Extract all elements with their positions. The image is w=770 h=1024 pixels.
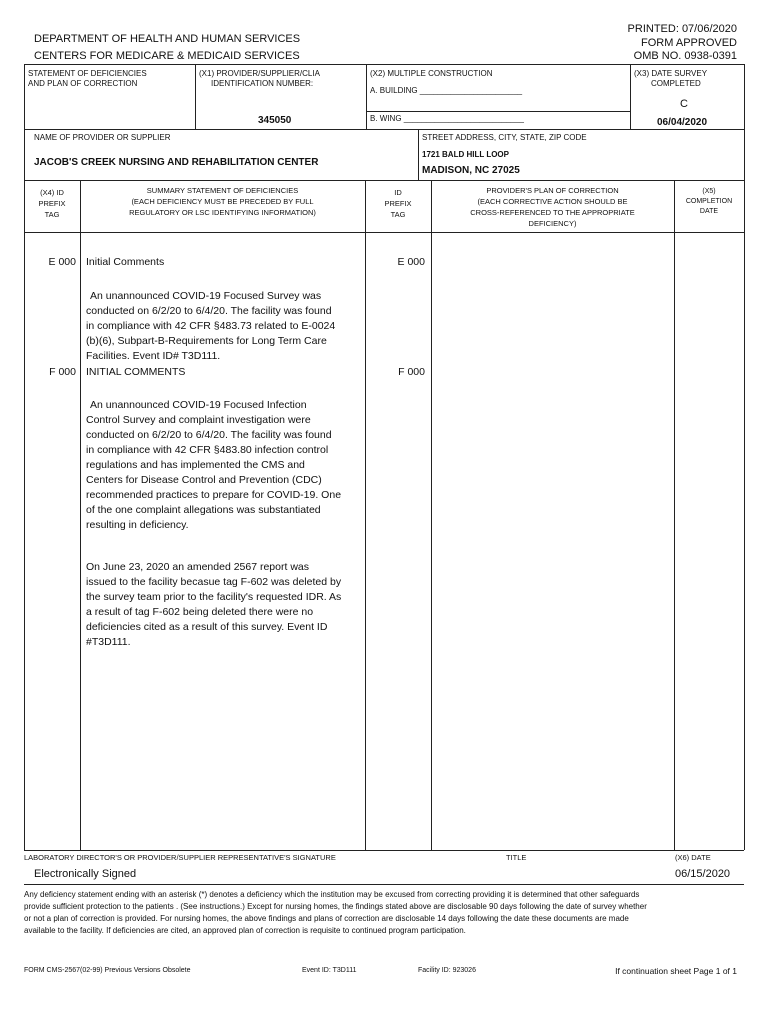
plan-header: PROVIDER'S PLAN OF CORRECTION (EACH CORRECTIVE ACTION SHOULD BE CROSS-REFERENCED TO THE APPROPRIATE DEFICIENCY): [470, 186, 635, 228]
divider: [365, 180, 366, 850]
provider-name-label: NAME OF PROVIDER OR SUPPLIER: [34, 133, 171, 142]
provider-id: 345050: [258, 115, 292, 126]
divider: [24, 232, 744, 233]
event-id: Event ID: T3D111: [302, 967, 357, 974]
entry-text-e000: An unannounced COVID-19 Focused Survey was conducted on 6/2/20 to 6/4/20. The facility was found in compliance with 42 CFR §483.73 related to E-0024 (b)(6), Subpart-B-Requirements for Long Term Care Facilities. Event ID# T3D111.: [86, 290, 336, 362]
statement-label-2: AND PLAN OF CORRECTION: [28, 79, 138, 88]
statement-label: STATEMENT OF DEFICIENCIES: [28, 69, 147, 78]
summary-header: SUMMARY STATEMENT OF DEFICIENCIES (EACH DEFICIENCY MUST BE PRECEDED BY FULL REGULATORY OR LSC IDENTIFYING INFORMATION): [129, 186, 316, 217]
entry-text-f000-1: An unannounced COVID-19 Focused Infection Control Survey and complaint investigation were conducted on 6/2/20 to 6/4/20. The facility was found in compliance with 42 CFR §483.80 infection control regulations and has implemented the CMS and Centers for Disease Control and Prevention (CDC) recommended practices to prepare for COVID-19. One of the one complaint allegations was substantiated resulting in deficiency.: [86, 399, 342, 531]
disclaimer-text: Any deficiency statement ending with an asterisk (*) denotes a deficiency which the institution may be excused from correcting providing it is determined that other safeguards provide sufficient protection to the patients . (See instructions.) Except for nursing homes, the findings stated above are disclosable 90 days following the date of survey whether or not a plan of correction is provided. For nursing homes, the above findings and plans of correction are disclosable 14 days following the date these documents are made available to the facility. If deficiencies are cited, an approved plan of correction is requisite to continued program participation.: [24, 890, 647, 935]
x3-label-2: COMPLETED: [651, 79, 701, 88]
divider: [366, 111, 630, 112]
x2-label: (X2) MULTIPLE CONSTRUCTION: [370, 69, 493, 78]
page-number: If continuation sheet Page 1 of 1: [615, 966, 737, 976]
wing-field: B. WING ___________________________: [370, 114, 524, 123]
divider: [674, 180, 675, 850]
building-field: A. BUILDING _______________________: [370, 86, 523, 95]
divider: [744, 64, 745, 850]
agency-name: CENTERS FOR MEDICARE & MEDICAID SERVICES: [34, 50, 300, 62]
divider: [24, 64, 25, 850]
divider: [24, 64, 744, 65]
signature-value: Electronically Signed: [34, 868, 137, 880]
form-approved: FORM APPROVED: [641, 37, 737, 49]
form-number: FORM CMS-2567(02-99) Previous Versions Obsolete: [24, 967, 191, 974]
entry-text-f000-2: On June 23, 2020 an amended 2567 report was issued to the facility becasue tag F-602 was deleted by the survey team prior to the facility's requested IDR. As a result of tag F-602 being deleted there were no deficiencies cited as a result of this survey. Event ID #T3D111.: [86, 561, 342, 648]
divider: [418, 129, 419, 180]
divider: [80, 180, 81, 850]
x4-header: (X4) ID PREFIX TAG: [38, 188, 66, 219]
entry-title-f000: INITIAL COMMENTS: [86, 366, 186, 378]
x1-label-2: IDENTIFICATION NUMBER:: [211, 79, 314, 88]
signature-label: LABORATORY DIRECTOR'S OR PROVIDER/SUPPLIER REPRESENTATIVE'S SIGNATURE: [24, 853, 336, 862]
right-tag-f000: F 000: [398, 366, 425, 378]
address-label: STREET ADDRESS, CITY, STATE, ZIP CODE: [422, 133, 587, 142]
divider: [630, 64, 631, 129]
signature-date: 06/15/2020: [675, 868, 731, 880]
x3-label: (X3) DATE SURVEY: [634, 69, 708, 78]
omb-number: OMB NO. 0938-0391: [633, 50, 737, 62]
survey-date: 06/04/2020: [657, 117, 708, 128]
date-label: (X6) DATE: [675, 853, 711, 862]
printed-date: PRINTED: 07/06/2020: [627, 23, 737, 35]
id-header: ID PREFIX TAG: [384, 188, 412, 219]
survey-type: C: [680, 98, 688, 110]
provider-name: JACOB'S CREEK NURSING AND REHABILITATION CENTER: [34, 157, 319, 168]
x5-header: (X5) COMPLETION DATE: [685, 188, 733, 215]
divider: [24, 884, 744, 885]
facility-id: Facility ID: 923026: [418, 967, 476, 974]
divider: [431, 180, 432, 850]
street-address: 1721 BALD HILL LOOP: [422, 150, 509, 159]
divider: [24, 850, 744, 851]
entry-title-e000: Initial Comments: [86, 256, 165, 268]
divider: [195, 64, 196, 129]
tag-e000: E 000: [48, 256, 76, 268]
x1-label: (X1) PROVIDER/SUPPLIER/CLIA: [199, 69, 320, 78]
tag-f000: F 000: [49, 366, 76, 378]
divider: [24, 180, 744, 181]
right-tag-e000: E 000: [397, 256, 425, 268]
title-label: TITLE: [506, 853, 527, 862]
department-name: DEPARTMENT OF HEALTH AND HUMAN SERVICES: [34, 33, 301, 45]
divider: [366, 64, 367, 129]
city-state-zip: MADISON, NC 27025: [422, 165, 520, 176]
divider: [24, 129, 744, 130]
